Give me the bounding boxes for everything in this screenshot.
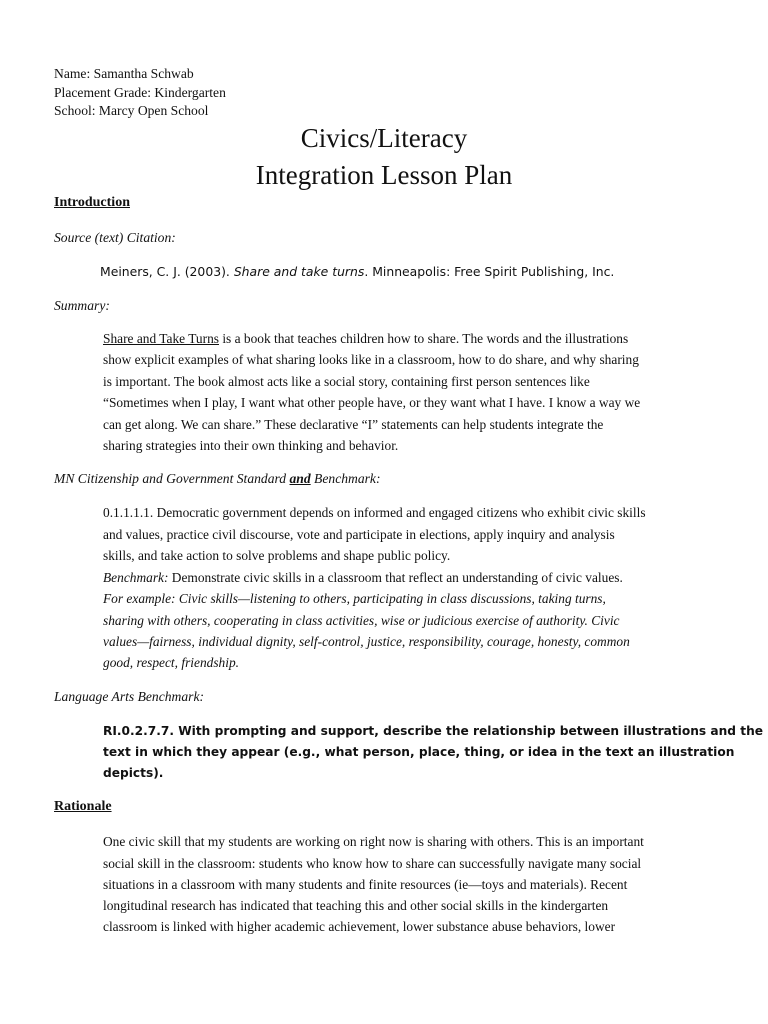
summary-book-title: Share and Take Turns <box>103 331 219 346</box>
page-title-line-2: Integration Lesson Plan <box>255 160 513 190</box>
language-arts-line: RI.0.2.7.7. With prompting and support, describe the relationship between illustrations and the <box>103 724 764 738</box>
page-title-line-1: Civics/Literacy <box>300 123 468 153</box>
summary-label: Summary: <box>54 298 110 313</box>
summary-line: is important. The book almost acts like a social story, containing first person sentences like <box>103 374 590 389</box>
mn-standard-label <box>54 471 380 487</box>
example-line: values—fairness, individual dignity, self-control, justice, responsibility, courage, honesty, common <box>103 634 630 649</box>
citation-publisher: . Minneapolis: Free Spirit Publishing, Inc. <box>364 264 615 279</box>
rationale-line: One civic skill that my students are working on right now is sharing with others. This is an important <box>103 834 644 849</box>
example-line: good, respect, friendship. <box>103 655 239 670</box>
rationale-heading: Rationale <box>54 799 112 814</box>
introduction-heading: Introduction <box>54 195 130 210</box>
standard-line: skills, and take action to solve problems and shape public policy. <box>103 548 451 563</box>
summary-line: sharing strategies into their own thinking and behavior. <box>103 438 399 453</box>
citation-book-title: Share and take turns <box>233 264 365 279</box>
student-name: Name: Samantha Schwab <box>54 66 194 81</box>
summary-line <box>103 331 628 347</box>
source-citation-label: Source (text) Citation: <box>54 230 176 245</box>
standard-line: 0.1.1.1.1. Democratic government depends on informed and engaged citizens who exhibit civic skills <box>103 505 646 520</box>
summary-line-1-text: is a book that teaches children how to share. The words and the illustrations <box>218 331 629 346</box>
mn-standard-label-and: and <box>289 471 311 486</box>
placement-grade: Placement Grade: Kindergarten <box>54 85 226 100</box>
rationale-line: classroom is linked with higher academic achievement, lower substance abuse behaviors, lower <box>103 919 616 934</box>
benchmark-line <box>103 570 623 586</box>
benchmark-text: Demonstrate civic skills in a classroom that reflect an understanding of civic values. <box>168 570 623 585</box>
summary-line: can get along. We can share.” These declarative “I” statements can help students integrate the <box>103 417 604 432</box>
language-arts-line: depicts). <box>103 766 164 780</box>
citation <box>100 264 614 279</box>
standard-line: and values, practice civil discourse, vote and participate in elections, apply inquiry and analysis <box>103 527 615 542</box>
rationale-line: situations in a classroom with many students and finite resources (ie—toys and materials). Recent <box>103 877 628 892</box>
rationale-line: longitudinal research has indicated that teaching this and other social skills in the kindergarten <box>103 898 609 913</box>
summary-line: “Sometimes when I play, I want what other people have, or they want what I have. I know a way we <box>103 395 641 410</box>
mn-standard-label-part-1: MN Citizenship and Government Standard <box>54 471 290 486</box>
mn-standard-label-part-2: Benchmark: <box>310 471 381 486</box>
rationale-line: social skill in the classroom: students who know how to share can successfully navigate many social <box>103 856 642 871</box>
school-name: School: Marcy Open School <box>54 103 209 118</box>
example-line: sharing with others, cooperating in class activities, wise or judicious exercise of authority. Civic <box>103 613 620 628</box>
example-line: For example: Civic skills—listening to others, participating in class discussions, taking turns, <box>103 591 606 606</box>
citation-author: Meiners, C. J. (2003). <box>100 264 234 279</box>
benchmark-label: Benchmark: <box>103 570 169 585</box>
language-arts-label: Language Arts Benchmark: <box>54 689 205 704</box>
summary-line: show explicit examples of what sharing looks like in a classroom, how to do share, and why sharing <box>103 352 639 367</box>
language-arts-line: text in which they appear (e.g., what person, place, thing, or idea in the text an illustration <box>103 745 735 759</box>
